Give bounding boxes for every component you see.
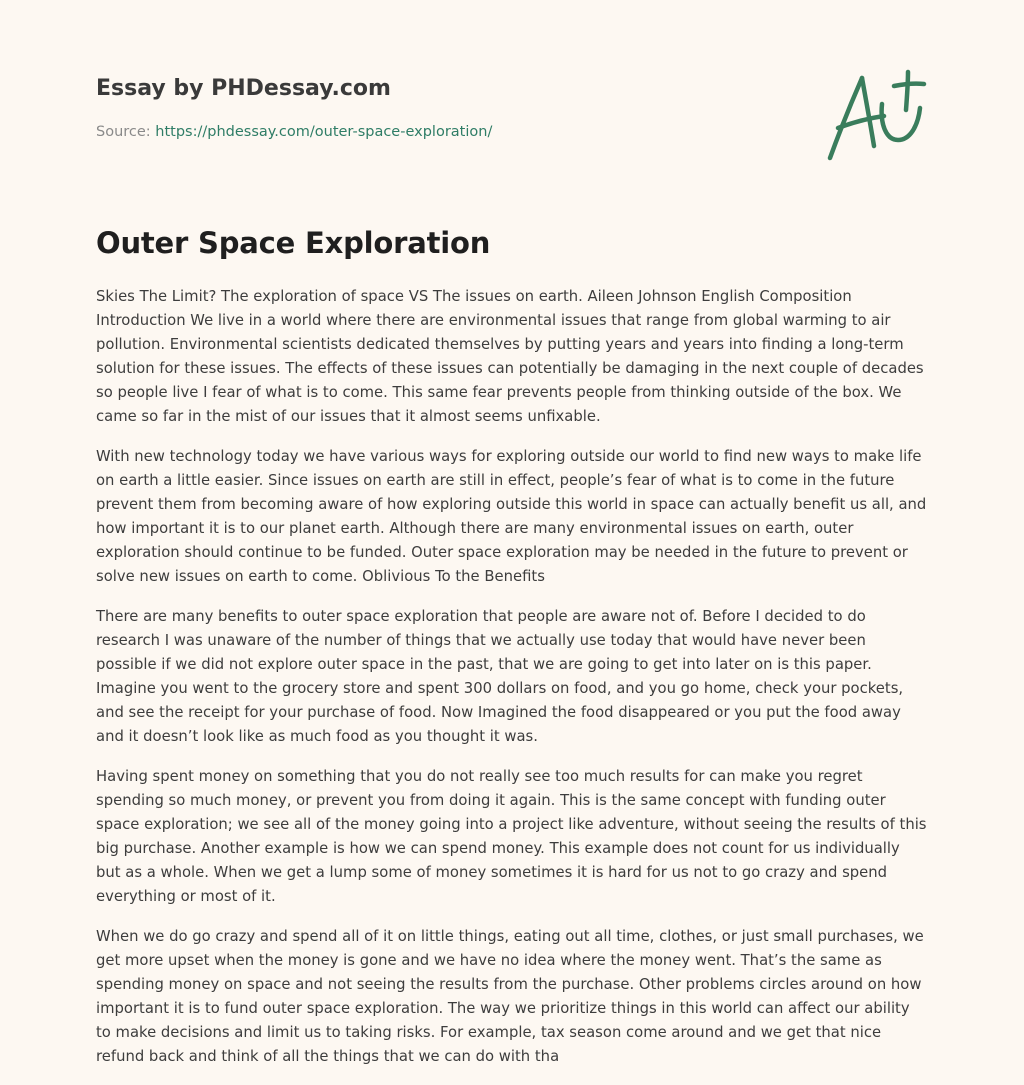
essay-paragraph: When we do go crazy and spend all of it on little things, eating out all time, clothes, or just small purchases, we get more upset when the money is gone and we have no idea where the money went. That’s the same as spending money on space and not seeing the results from the purchase. Other problems circles around on how important it is to fund outer space exploration. The way we prioritize things in this world can affect our ability to make decisions and limit us to taking risks. For example, tax season come around and we get that nice refund back and think of all the things that we can do with tha [96, 928, 924, 1065]
source-label: Source: [96, 124, 156, 140]
source-link[interactable]: https://phdessay.com/outer-space-exploration/ [155, 124, 493, 140]
essay-paragraph: There are many benefits to outer space exploration that people are aware not of. Before I decided to do research I was unaware of the number of things that we actually use today that would have never been possible if we did not explore outer space in the past, that we are going to get into later on is this paper. Imagine you went to the grocery store and spent 300 dollars on food, and you go home, check your pockets, and see the receipt for your purchase of food. Now Imagined the food disappeared or you put the food away and it doesn’t look like as much food as you thought it was. [96, 608, 904, 745]
page [96, 0, 928, 1065]
source-line [96, 124, 492, 140]
header [96, 0, 928, 200]
essay-paragraph: Skies The Limit? The exploration of space VS The issues on earth. Aileen Johnson English Composition Introduction We live in a world where there are environmental issues that range from global warming to air pollution. Environmental scientists dedicated themselves by putting years and years into finding a long-term solution for these issues. The effects of these issues can potentially be damaging in the next couple of decades so people live I fear of what is to come. This same fear prevents people from thinking outside of the box. We came so far in the mist of our issues that it almost seems unfixable. [96, 288, 924, 425]
essay-body [96, 285, 928, 1085]
essay-paragraph: Having spent money on something that you do not really see too much results for can make you regret spending so much money, or prevent you from doing it again. This is the same concept with funding outer space exploration; we see all of the money going into a project like adventure, without seeing the results of this big purchase. Another example is how we can spend money. This example does not count for us individually but as a whole. When we get a lump some of money sometimes it is hard for us not to go crazy and spend everything or most of it. [96, 768, 927, 905]
essay-paragraph: With new technology today we have various ways for exploring outside our world to find new ways to make life on earth a little easier. Since issues on earth are still in effect, people’s fear of what is to come in the future prevent them from becoming aware of how exploring outside this world in space can actually benefit us all, and how important it is to our planet earth. Although there are many environmental issues on earth, outer exploration should continue to be funded. Outer space exploration may be needed in the future to prevent or solve new issues on earth to come. Oblivious To the Benefits [96, 448, 927, 585]
site-title: Essay by PHDessay.com [96, 76, 391, 101]
essay-title: Outer Space Exploration [96, 226, 491, 260]
a-plus-logo-icon [824, 66, 928, 166]
